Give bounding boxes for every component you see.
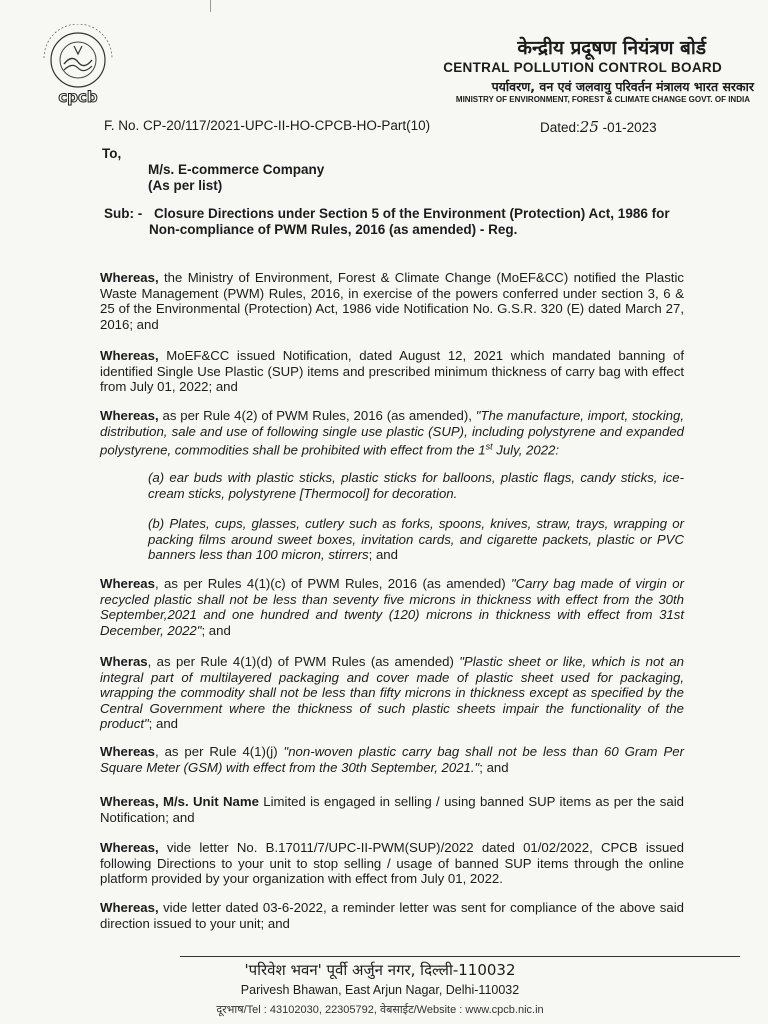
date-day-handwritten: 25 — [579, 118, 599, 136]
cpcb-emblem-icon — [34, 24, 126, 108]
para-lead: Whereas — [100, 576, 155, 591]
date-label: Dated: — [540, 120, 580, 135]
paragraph-3 — [100, 408, 684, 458]
cpcb-logo — [34, 24, 126, 108]
logo-text: cpcb — [58, 88, 98, 106]
footer-contact: दूरभाष/Tel : 43102030, 22305792, वेबसाईट/Website : www.cpcb.nic.in — [216, 1004, 544, 1016]
subject-line-1: Closure Directions under Section 5 of the Environment (Protection) Act, 1986 for — [154, 206, 670, 221]
para-end: ; and — [148, 716, 179, 732]
subject-label: Sub: - — [104, 206, 143, 221]
para-quote: "Carry bag made of virgin or recycled plastic shall not be less than seventy five microns in thickness with effect from the 30th September,2021 and one hundred and twenty (120) microns in thickness with effect from 31st December, 2022" — [100, 576, 684, 638]
para-text: , as per Rule 4(1)(j) — [154, 744, 284, 759]
para-text: as per Rule 4(2) of PWM Rules, 2016 (as amended), — [158, 408, 476, 423]
footer-divider — [180, 956, 740, 957]
para-text: vide letter No. B.17011/7/UPC-II-PWM(SUP)/2022 dated 01/02/2022, CPCB issued following Directions to your unit to stop selling / usage of banned SUP items through the online platform provided by your organization with effect from July 01, 2022. — [100, 840, 684, 887]
para-text: Limited is engaged in selling / using banned SUP items as per the said Notification; and — [100, 794, 684, 825]
board-name-english: CENTRAL POLLUTION CONTROL BOARD — [443, 60, 722, 75]
paragraph-8 — [100, 840, 684, 887]
subject-line-2: Non-compliance of PWM Rules, 2016 (as amended) - Reg. — [149, 222, 518, 237]
para-text: MoEF&CC issued Notification, dated August 12, 2021 which mandated banning of identified Single Use Plastic (SUP) items and prescribed minimum thickness of carry bag with effect from July 01, 2022; and — [100, 348, 684, 395]
para-lead: Wheras — [100, 654, 148, 669]
scan-mark — [210, 0, 211, 12]
para-sup: st — [485, 441, 493, 452]
board-name-hindi: केन्द्रीय प्रदूषण नियंत्रण बोर्ड — [517, 37, 706, 59]
para-text: the Ministry of Environment, Forest & Climate Change (MoEF&CC) notified the Plastic Waste Management (PWM) Rules, 2016, in exercise of the powers conferred under section 3, 6 & 25 of the Environmental (Protection) Act, 1986 vide Notification No. G.S.R. 320 (E) dated March 27, 2016; and — [100, 270, 684, 332]
paragraph-1 — [100, 270, 684, 332]
paragraph-9 — [100, 900, 684, 931]
para-quote: "non-woven plastic carry bag shall not be less than 60 Gram Per Square Meter (GSM) with effect from the 30th September, 2021." — [100, 744, 684, 775]
para-lead: Whereas, M/s. Unit Name — [100, 794, 259, 809]
para-text: vide letter dated 03-6-2022, a reminder letter was sent for compliance of the above said direction issued to your unit; and — [100, 900, 684, 931]
subject — [104, 206, 704, 238]
para-lead: Whereas, — [100, 270, 159, 285]
paragraph-3a: (a) ear buds with plastic sticks, plastic sticks for balloons, plastic flags, candy sticks, ice-cream sticks, polystyrene [Thermocol] for decoration. — [148, 470, 684, 501]
file-number: F. No. CP-20/117/2021-UPC-II-HO-CPCB-HO-Part(10) — [104, 118, 431, 133]
para-text: (b) Plates, cups, glasses, cutlery such as forks, spoons, knives, straw, trays, wrapping or packing films around sweet boxes, invitation cards, and cigarette packets, plastic or PVC banners less than 100 micron, stirrers — [148, 516, 684, 563]
paragraph-6 — [100, 744, 684, 775]
letter-date — [540, 118, 657, 136]
para-quote-end: July, 2022: — [492, 442, 560, 458]
para-lead: Whereas — [100, 744, 155, 759]
para-end: ; and — [479, 759, 509, 775]
paragraph-2 — [100, 348, 684, 395]
ministry-english: MINISTRY OF ENVIRONMENT, FOREST & CLIMATE CHANGE GOVT. OF INDIA — [455, 95, 750, 104]
to-label: To, — [102, 146, 122, 161]
paragraph-7 — [100, 794, 684, 825]
paragraph-5 — [100, 654, 684, 732]
paragraph-4 — [100, 576, 684, 638]
para-text: , as per Rule 4(1)(d) of PWM Rules (as amended) — [147, 654, 460, 669]
para-lead: Whereas, — [100, 900, 159, 915]
para-quote: "The manufacture, import, stocking, distribution, sale and use of following single use plastic (SUP), including polystyrene and expanded polystyrene, commodities shall be prohibited with effect from the 1 — [100, 408, 684, 458]
date-rest: -01-2023 — [598, 120, 657, 135]
para-end: ; and — [368, 547, 398, 563]
para-lead: Whereas, — [100, 840, 159, 855]
footer-address-hindi: 'परिवेश भवन' पूर्वी अर्जुन नगर, दिल्ली-110032 — [244, 961, 516, 979]
para-lead: Whereas, — [100, 348, 159, 363]
para-quote: "Plastic sheet or like, which is not an integral part of multilayered packaging and cover made of plastic sheet used for packaging, wrapping the commodity shall not be less than fifty microns in thickness except as specified by the Central Government where the thickness of such plastic sheets impair the functionality of the product" — [100, 654, 684, 732]
addressee-note: (As per list) — [148, 178, 223, 193]
para-lead: Whereas, — [100, 408, 159, 423]
paragraph-3b — [148, 516, 684, 563]
footer-address-english: Parivesh Bhawan, East Arjun Nagar, Delhi-110032 — [240, 983, 520, 997]
addressee-name: M/s. E-commerce Company — [148, 162, 325, 177]
para-end: ; and — [201, 622, 231, 638]
ministry-hindi: पर्यावरण, वन एवं जलवायु परिवर्तन मंत्रालय भारत सरकार — [491, 79, 754, 94]
para-text: , as per Rules 4(1)(c) of PWM Rules, 2016 (as amended) — [154, 576, 511, 591]
